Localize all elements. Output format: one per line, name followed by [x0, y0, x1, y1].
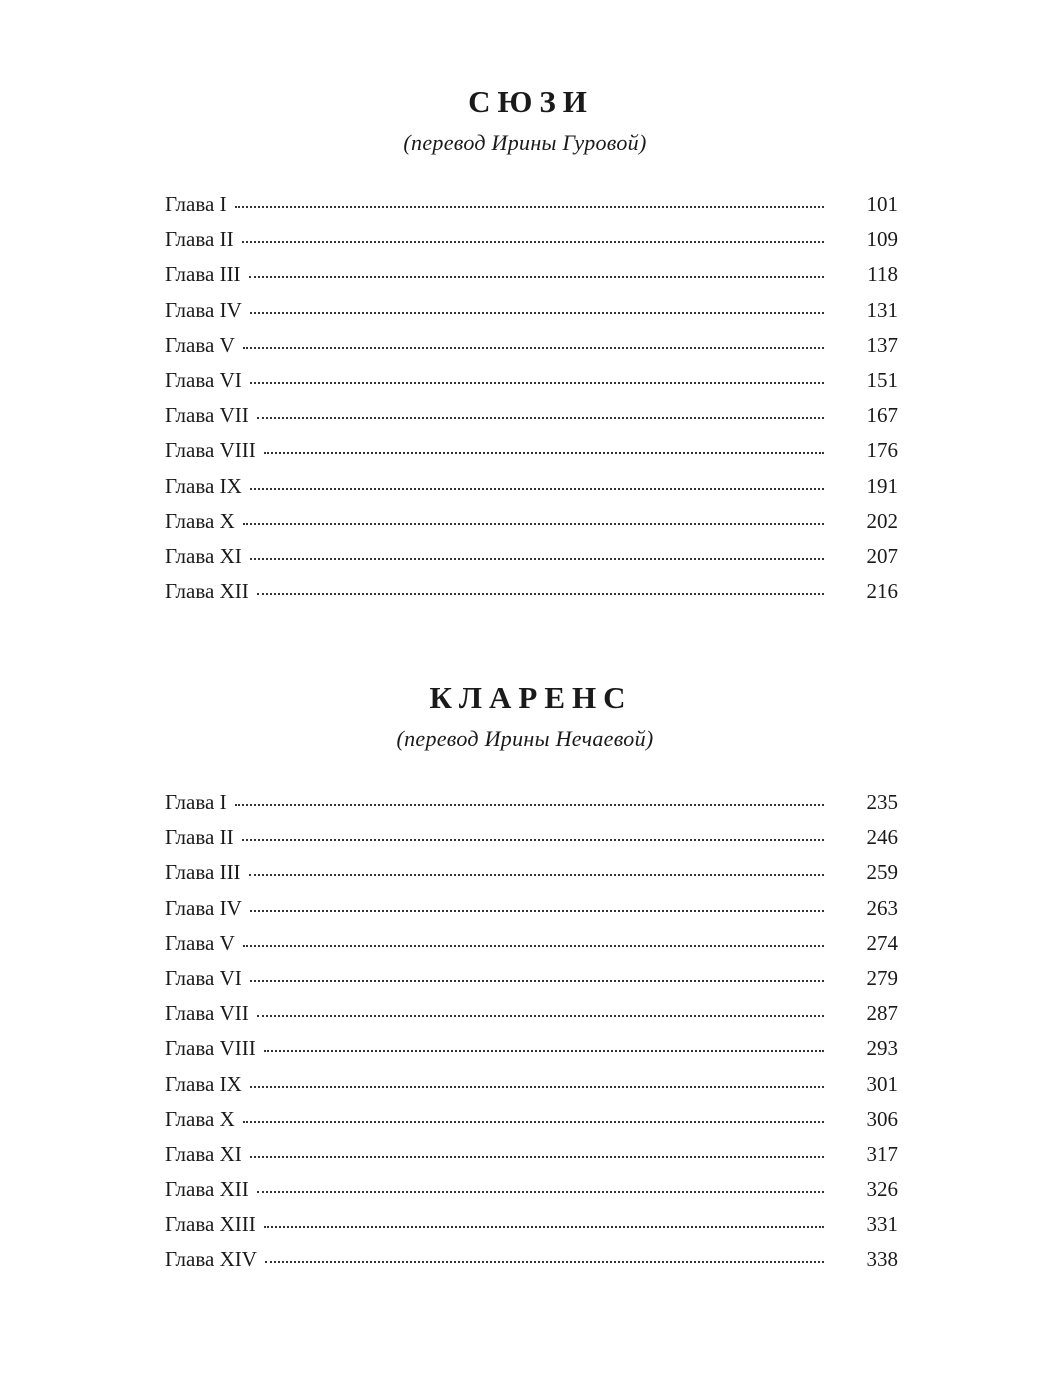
- chapter-label: Глава IX: [165, 473, 242, 498]
- toc-entry[interactable]: [165, 509, 898, 544]
- toc-entry[interactable]: [165, 1072, 898, 1107]
- dot-leader: [250, 1155, 824, 1158]
- dot-leader: [243, 1120, 824, 1123]
- dot-leader: [250, 979, 824, 982]
- dot-leader: [243, 522, 824, 525]
- dot-leader: [235, 205, 824, 208]
- chapter-label: Глава XI: [165, 543, 242, 568]
- page-number: 326: [866, 1177, 898, 1202]
- toc-section-susie: [0, 82, 1050, 604]
- page-number: 263: [866, 895, 898, 920]
- dot-leader: [265, 1260, 824, 1263]
- toc-entry[interactable]: [165, 298, 898, 333]
- chapter-label: Глава XI: [165, 1141, 242, 1166]
- page-number: 317: [866, 1141, 898, 1166]
- dot-leader: [250, 487, 824, 490]
- page-number: 109: [866, 227, 898, 252]
- toc-entry[interactable]: [165, 262, 898, 297]
- chapter-label: Глава VIII: [165, 1036, 256, 1061]
- page-number: 287: [866, 1001, 898, 1026]
- page-number: 235: [866, 790, 898, 814]
- chapter-label: Глава VI: [165, 965, 242, 990]
- page-number: 331: [866, 1212, 898, 1237]
- section-translator: (перевод Ирины Гуровой): [403, 130, 647, 155]
- chapter-label: Глава II: [165, 825, 234, 850]
- page-number: 259: [866, 860, 898, 885]
- toc-entry[interactable]: [165, 931, 898, 966]
- chapter-label: Глава IX: [165, 1071, 242, 1096]
- toc-entry[interactable]: [165, 966, 898, 1001]
- dot-leader: [257, 592, 824, 595]
- chapter-label: Глава VII: [165, 403, 249, 428]
- chapter-label: Глава IV: [165, 297, 242, 322]
- toc-entry[interactable]: [165, 438, 898, 473]
- dot-leader: [243, 346, 824, 349]
- page-number: 118: [867, 262, 898, 287]
- dot-leader: [264, 1049, 824, 1052]
- page-number: 293: [866, 1036, 898, 1061]
- chapter-label: Глава VIII: [165, 438, 256, 463]
- chapter-label: Глава XIII: [165, 1212, 256, 1237]
- dot-leader: [249, 275, 824, 278]
- toc-entry[interactable]: [165, 1107, 898, 1142]
- toc-entry[interactable]: [165, 403, 898, 438]
- chapter-label: Глава XIV: [165, 1247, 257, 1272]
- chapter-label: Глава VI: [165, 367, 242, 392]
- toc-entry[interactable]: [165, 896, 898, 931]
- page-number: 131: [866, 297, 898, 322]
- dot-leader: [264, 1225, 824, 1228]
- dot-leader: [250, 909, 824, 912]
- toc-entry[interactable]: [165, 1142, 898, 1177]
- dot-leader: [257, 1190, 824, 1193]
- page-number: 306: [866, 1106, 898, 1131]
- chapter-label: Глава VII: [165, 1001, 249, 1026]
- toc-entry[interactable]: [165, 790, 898, 825]
- chapter-label: Глава XII: [165, 579, 249, 604]
- page-number: 176: [866, 438, 898, 463]
- dot-leader: [242, 838, 824, 841]
- chapter-label: Глава V: [165, 332, 235, 357]
- page-number: 216: [866, 579, 898, 604]
- dot-leader: [243, 944, 824, 947]
- toc-entry[interactable]: [165, 333, 898, 368]
- dot-leader: [257, 1014, 824, 1017]
- chapter-label: Глава II: [165, 227, 234, 252]
- page-number: 279: [866, 965, 898, 990]
- chapter-label: Глава I: [165, 192, 227, 216]
- chapter-label: Глава I: [165, 790, 227, 814]
- page-number: 207: [866, 543, 898, 568]
- toc-entry[interactable]: [165, 474, 898, 509]
- chapter-label: Глава V: [165, 930, 235, 955]
- toc-section-clarence: [0, 678, 1050, 1272]
- dot-leader: [249, 873, 824, 876]
- toc-entry[interactable]: [165, 1001, 898, 1036]
- chapter-label: Глава XII: [165, 1177, 249, 1202]
- page-number: 274: [866, 930, 898, 955]
- chapter-label: Глава III: [165, 262, 241, 287]
- toc-entry[interactable]: [165, 544, 898, 579]
- dot-leader: [250, 311, 824, 314]
- toc-entry[interactable]: [165, 227, 898, 262]
- toc-entry[interactable]: [165, 860, 898, 895]
- page-number: 301: [866, 1071, 898, 1096]
- page-number: 246: [866, 825, 898, 850]
- toc-entry[interactable]: [165, 368, 898, 403]
- page-number: 338: [866, 1247, 898, 1272]
- dot-leader: [250, 381, 824, 384]
- section-title: СЮЗИ: [468, 84, 594, 119]
- toc-entry[interactable]: [165, 1212, 898, 1247]
- toc-entry[interactable]: [165, 1036, 898, 1071]
- page-number: 151: [866, 367, 898, 392]
- toc-list: [165, 192, 898, 614]
- toc-entry[interactable]: [165, 579, 898, 614]
- page-number: 202: [866, 508, 898, 533]
- dot-leader: [250, 1085, 824, 1088]
- chapter-label: Глава III: [165, 860, 241, 885]
- section-title: КЛАРЕНС: [429, 680, 633, 715]
- dot-leader: [235, 803, 824, 806]
- page-number: 101: [866, 192, 898, 216]
- toc-entry[interactable]: [165, 1177, 898, 1212]
- chapter-label: Глава IV: [165, 895, 242, 920]
- dot-leader: [250, 557, 824, 560]
- toc-entry[interactable]: [165, 825, 898, 860]
- page-number: 191: [866, 473, 898, 498]
- dot-leader: [257, 416, 824, 419]
- page-number: 137: [866, 332, 898, 357]
- page-number: 167: [866, 403, 898, 428]
- dot-leader: [264, 451, 824, 454]
- chapter-label: Глава X: [165, 508, 235, 533]
- toc-list: [165, 790, 898, 1283]
- toc-entry[interactable]: [165, 1247, 898, 1282]
- dot-leader: [242, 240, 824, 243]
- toc-entry[interactable]: [165, 192, 898, 227]
- section-translator: (перевод Ирины Нечаевой): [396, 726, 654, 751]
- chapter-label: Глава X: [165, 1106, 235, 1131]
